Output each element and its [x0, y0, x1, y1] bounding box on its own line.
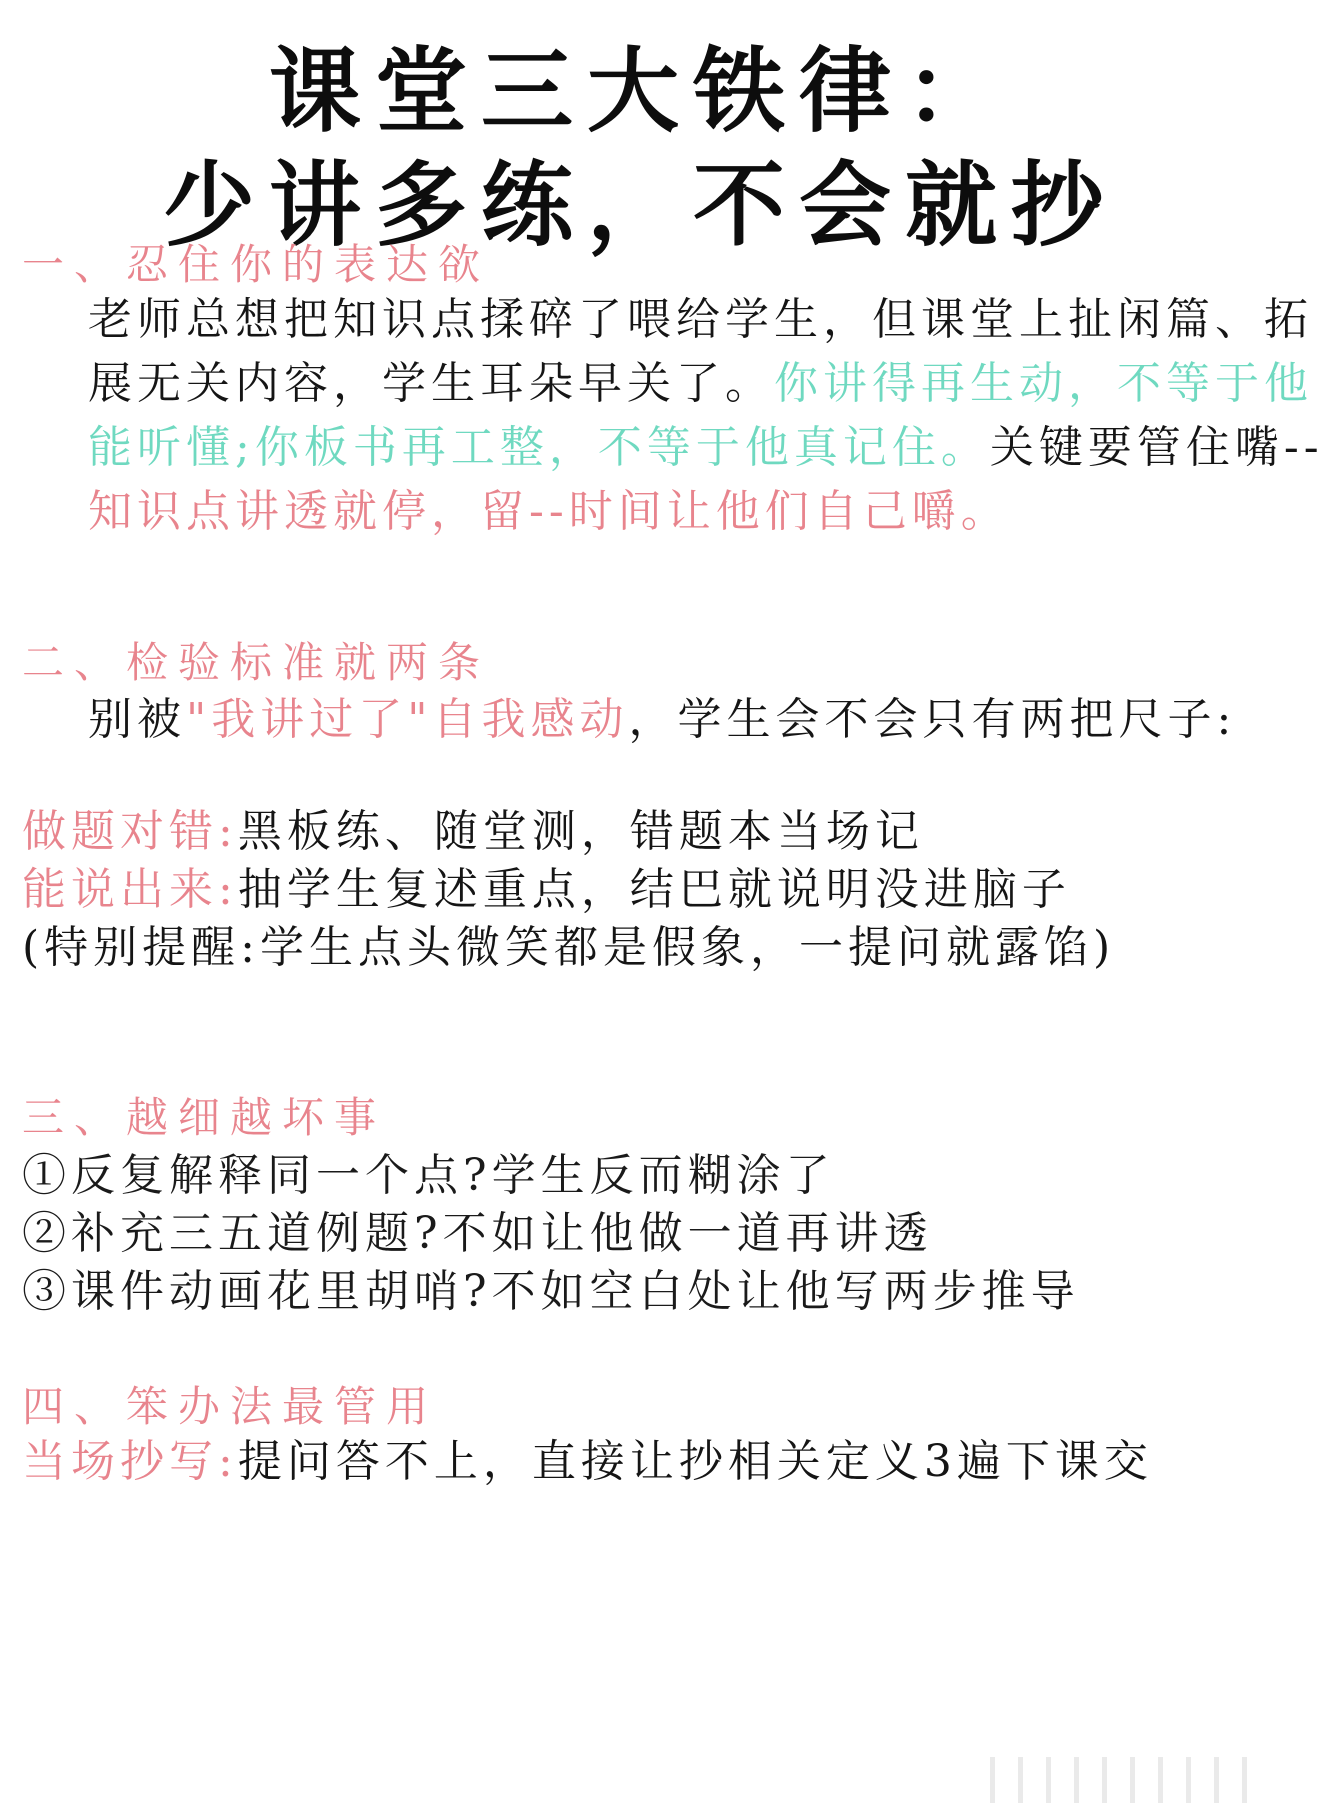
section-2-text-1: 别被	[88, 694, 186, 745]
section-3-item-2: ②补充三五道例题?不如让他做一道再讲透	[22, 1208, 933, 1259]
section-2-text-2: ，学生会不会只有两把尺子:	[628, 694, 1237, 745]
item-2-text: 抽学生复述重点，结巴就说明没进脑子	[237, 864, 1071, 915]
watermark-bar	[990, 1757, 1250, 1803]
section-1-highlight-pink: 知识点讲透就停，留--时间让他们自己嚼。	[88, 486, 1010, 537]
section-2-heading: 二、检验标准就两条	[22, 638, 491, 687]
title-line-2: 少讲多练，不会就抄	[162, 152, 1117, 259]
section-2-intro	[22, 688, 1328, 752]
section-4-paragraph	[22, 1430, 1262, 1494]
item-1-text: 黑板练、随堂测，错题本当场记	[237, 806, 924, 857]
section-1-paragraph	[22, 288, 1328, 544]
section-1-text-2: 关键要管住嘴--	[989, 422, 1324, 473]
section-1-heading: 一、忍住你的表达欲	[22, 240, 491, 289]
section-2-item-2	[22, 858, 1262, 922]
section-1-text: 老师总想把知识点揉碎了喂给学生，但课堂上扯闲篇、拓展无关内容，学生耳朵早关了。	[88, 294, 1313, 409]
section-3-heading: 三、越细越坏事	[22, 1093, 387, 1142]
item-1-label: 做题对错:	[22, 806, 238, 857]
section-2-highlight-pink: "我讲过了"自我感动	[186, 694, 629, 745]
section-3-item-1: ①反复解释同一个点?学生反而糊涂了	[22, 1150, 835, 1201]
section-4-text: 提问答不上，直接让抄相关定义3遍下课交	[237, 1436, 1153, 1487]
section-2-item-1	[22, 800, 1262, 864]
section-4-label: 当场抄写:	[22, 1436, 238, 1487]
title-line-1: 课堂三大铁律：	[268, 38, 1011, 145]
section-3-item-3: ③课件动画花里胡哨?不如空白处让他写两步推导	[22, 1266, 1080, 1317]
item-2-label: 能说出来:	[22, 864, 238, 915]
section-2-note: (特别提醒:学生点头微笑都是假象，一提问就露馅)	[22, 922, 1116, 973]
section-4-heading: 四、笨办法最管用	[22, 1382, 439, 1431]
section-1-highlight-green: 你讲得再生动，不等于他能听懂;你板书再工整，不等于他真记住。	[88, 358, 1313, 473]
